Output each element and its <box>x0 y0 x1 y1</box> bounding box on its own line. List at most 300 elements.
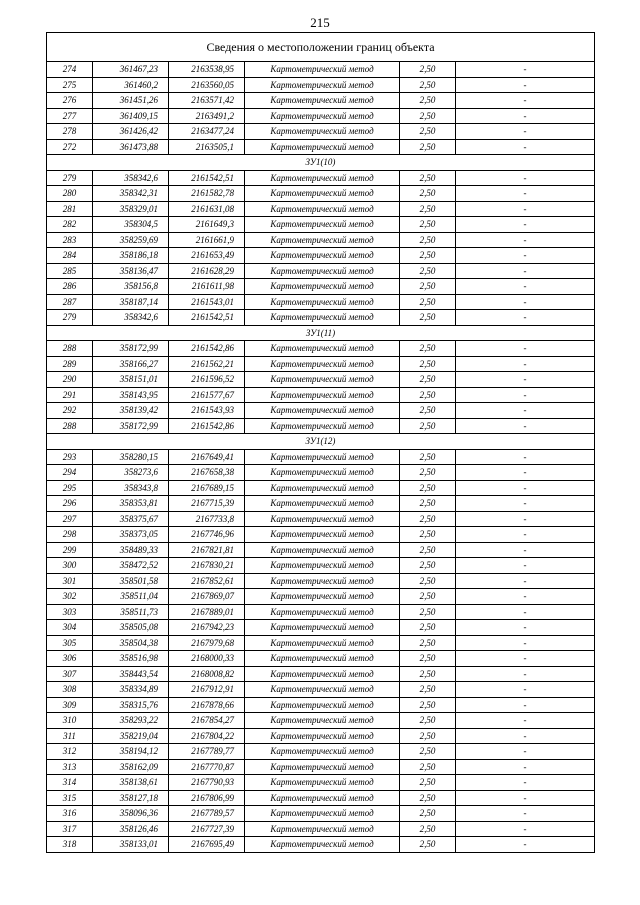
table-row <box>47 713 595 729</box>
accuracy-value: 2,50 <box>400 542 456 558</box>
description-value: - <box>456 294 595 310</box>
point-number: 276 <box>47 93 93 109</box>
coordinate-y: 2167942,23 <box>169 620 245 636</box>
description-value: - <box>456 217 595 233</box>
accuracy-value: 2,50 <box>400 589 456 605</box>
coordinate-x: 358138,61 <box>93 775 169 791</box>
coordinate-y: 2161542,86 <box>169 341 245 357</box>
coordinate-x: 361426,42 <box>93 124 169 140</box>
point-number: 297 <box>47 511 93 527</box>
description-value: - <box>456 465 595 481</box>
determination-method: Картометрический метод <box>245 263 400 279</box>
coordinate-y: 2167806,99 <box>169 790 245 806</box>
determination-method: Картометрический метод <box>245 356 400 372</box>
table-row <box>47 186 595 202</box>
coordinate-y: 2167869,07 <box>169 589 245 605</box>
description-value: - <box>456 186 595 202</box>
table-row <box>47 759 595 775</box>
point-number: 291 <box>47 387 93 403</box>
table-row <box>47 651 595 667</box>
coordinate-y: 2167649,41 <box>169 449 245 465</box>
description-value: - <box>456 790 595 806</box>
coordinate-x: 358443,54 <box>93 666 169 682</box>
determination-method: Картометрический метод <box>245 310 400 326</box>
table-row <box>47 635 595 651</box>
determination-method: Картометрический метод <box>245 294 400 310</box>
accuracy-value: 2,50 <box>400 77 456 93</box>
coordinate-y: 2168000,33 <box>169 651 245 667</box>
accuracy-value: 2,50 <box>400 449 456 465</box>
point-number: 316 <box>47 806 93 822</box>
group-label: ЗУ1(11) <box>47 325 595 341</box>
coordinate-y: 2161631,08 <box>169 201 245 217</box>
accuracy-value: 2,50 <box>400 558 456 574</box>
point-number: 309 <box>47 697 93 713</box>
table-row <box>47 542 595 558</box>
accuracy-value: 2,50 <box>400 232 456 248</box>
coordinate-x: 358343,8 <box>93 480 169 496</box>
point-number: 310 <box>47 713 93 729</box>
description-value: - <box>456 139 595 155</box>
point-number: 274 <box>47 62 93 78</box>
accuracy-value: 2,50 <box>400 527 456 543</box>
accuracy-value: 2,50 <box>400 418 456 434</box>
table-row <box>47 821 595 837</box>
determination-method: Картометрический метод <box>245 217 400 233</box>
coordinate-x: 358489,33 <box>93 542 169 558</box>
coordinate-y: 2167804,22 <box>169 728 245 744</box>
coordinate-y: 2167854,27 <box>169 713 245 729</box>
table-row <box>47 744 595 760</box>
determination-method: Картометрический метод <box>245 728 400 744</box>
coordinate-x: 358511,04 <box>93 589 169 605</box>
point-number: 318 <box>47 837 93 853</box>
table-row <box>47 697 595 713</box>
group-label: ЗУ1(10) <box>47 155 595 171</box>
coordinate-x: 358133,01 <box>93 837 169 853</box>
table-row <box>47 465 595 481</box>
coordinate-x: 358293,22 <box>93 713 169 729</box>
determination-method: Картометрический метод <box>245 775 400 791</box>
point-number: 295 <box>47 480 93 496</box>
point-number: 301 <box>47 573 93 589</box>
coordinate-y: 2167889,01 <box>169 604 245 620</box>
coordinate-x: 358156,8 <box>93 279 169 295</box>
description-value: - <box>456 775 595 791</box>
accuracy-value: 2,50 <box>400 248 456 264</box>
determination-method: Картометрический метод <box>245 279 400 295</box>
accuracy-value: 2,50 <box>400 124 456 140</box>
coordinate-x: 358273,6 <box>93 465 169 481</box>
table-row <box>47 93 595 109</box>
coordinate-y: 2161577,67 <box>169 387 245 403</box>
point-number: 296 <box>47 496 93 512</box>
point-number: 282 <box>47 217 93 233</box>
coordinate-y: 2163571,42 <box>169 93 245 109</box>
determination-method: Картометрический метод <box>245 77 400 93</box>
determination-method: Картометрический метод <box>245 682 400 698</box>
coordinate-x: 358511,73 <box>93 604 169 620</box>
point-number: 281 <box>47 201 93 217</box>
coordinate-y: 2163505,1 <box>169 139 245 155</box>
accuracy-value: 2,50 <box>400 403 456 419</box>
group-header-row <box>47 434 595 450</box>
description-value: - <box>456 480 595 496</box>
accuracy-value: 2,50 <box>400 170 456 186</box>
coordinate-x: 358219,04 <box>93 728 169 744</box>
point-number: 302 <box>47 589 93 605</box>
point-number: 305 <box>47 635 93 651</box>
point-number: 278 <box>47 124 93 140</box>
description-value: - <box>456 697 595 713</box>
accuracy-value: 2,50 <box>400 139 456 155</box>
description-value: - <box>456 728 595 744</box>
accuracy-value: 2,50 <box>400 465 456 481</box>
accuracy-value: 2,50 <box>400 775 456 791</box>
coordinate-y: 2167689,15 <box>169 480 245 496</box>
description-value: - <box>456 93 595 109</box>
accuracy-value: 2,50 <box>400 186 456 202</box>
description-value: - <box>456 232 595 248</box>
coordinate-x: 358186,18 <box>93 248 169 264</box>
coordinate-y: 2167821,81 <box>169 542 245 558</box>
table-row <box>47 263 595 279</box>
determination-method: Картометрический метод <box>245 248 400 264</box>
table-row <box>47 124 595 140</box>
determination-method: Картометрический метод <box>245 124 400 140</box>
determination-method: Картометрический метод <box>245 790 400 806</box>
coordinate-y: 2161542,51 <box>169 310 245 326</box>
point-number: 280 <box>47 186 93 202</box>
coordinate-x: 358501,58 <box>93 573 169 589</box>
table-row <box>47 248 595 264</box>
table-row <box>47 837 595 853</box>
determination-method: Картометрический метод <box>245 604 400 620</box>
coordinate-y: 2167878,66 <box>169 697 245 713</box>
group-header-row <box>47 325 595 341</box>
table-row <box>47 294 595 310</box>
description-value: - <box>456 310 595 326</box>
point-number: 307 <box>47 666 93 682</box>
table-row <box>47 775 595 791</box>
table-row <box>47 604 595 620</box>
point-number: 279 <box>47 170 93 186</box>
table-row <box>47 418 595 434</box>
description-value: - <box>456 356 595 372</box>
determination-method: Картометрический метод <box>245 449 400 465</box>
table-row <box>47 77 595 93</box>
table-row <box>47 682 595 698</box>
coordinate-x: 358516,98 <box>93 651 169 667</box>
table-row <box>47 728 595 744</box>
description-value: - <box>456 496 595 512</box>
determination-method: Картометрический метод <box>245 496 400 512</box>
point-number: 283 <box>47 232 93 248</box>
point-number: 294 <box>47 465 93 481</box>
coordinate-x: 358136,47 <box>93 263 169 279</box>
description-value: - <box>456 759 595 775</box>
point-number: 315 <box>47 790 93 806</box>
coordinate-y: 2163560,05 <box>169 77 245 93</box>
table-caption-row <box>47 33 595 62</box>
point-number: 303 <box>47 604 93 620</box>
coordinate-x: 358162,09 <box>93 759 169 775</box>
point-number: 287 <box>47 294 93 310</box>
coordinate-x: 358172,99 <box>93 341 169 357</box>
point-number: 306 <box>47 651 93 667</box>
accuracy-value: 2,50 <box>400 93 456 109</box>
accuracy-value: 2,50 <box>400 728 456 744</box>
boundary-coordinates-table <box>46 32 595 853</box>
table-row <box>47 341 595 357</box>
description-value: - <box>456 837 595 853</box>
description-value: - <box>456 372 595 388</box>
coordinate-y: 2167789,77 <box>169 744 245 760</box>
coordinate-y: 2161596,52 <box>169 372 245 388</box>
page-number: 215 <box>310 15 330 30</box>
accuracy-value: 2,50 <box>400 372 456 388</box>
determination-method: Картометрический метод <box>245 232 400 248</box>
point-number: 304 <box>47 620 93 636</box>
point-number: 314 <box>47 775 93 791</box>
coordinate-y: 2163538,95 <box>169 62 245 78</box>
table-row <box>47 139 595 155</box>
coordinate-x: 358375,67 <box>93 511 169 527</box>
coordinate-y: 2167912,91 <box>169 682 245 698</box>
point-number: 279 <box>47 310 93 326</box>
point-number: 277 <box>47 108 93 124</box>
determination-method: Картометрический метод <box>245 139 400 155</box>
coordinate-x: 358172,99 <box>93 418 169 434</box>
accuracy-value: 2,50 <box>400 682 456 698</box>
description-value: - <box>456 279 595 295</box>
table-row <box>47 232 595 248</box>
determination-method: Картометрический метод <box>245 201 400 217</box>
description-value: - <box>456 604 595 620</box>
accuracy-value: 2,50 <box>400 697 456 713</box>
table-body <box>47 33 595 853</box>
coordinate-y: 2163477,24 <box>169 124 245 140</box>
accuracy-value: 2,50 <box>400 294 456 310</box>
coordinate-x: 358342,6 <box>93 170 169 186</box>
coordinate-y: 2161542,51 <box>169 170 245 186</box>
determination-method: Картометрический метод <box>245 341 400 357</box>
coordinate-x: 358353,81 <box>93 496 169 512</box>
coordinate-x: 358342,6 <box>93 310 169 326</box>
coordinate-x: 358505,08 <box>93 620 169 636</box>
accuracy-value: 2,50 <box>400 620 456 636</box>
coordinate-x: 358334,89 <box>93 682 169 698</box>
point-number: 293 <box>47 449 93 465</box>
point-number: 308 <box>47 682 93 698</box>
description-value: - <box>456 620 595 636</box>
table-row <box>47 201 595 217</box>
coordinate-y: 2161543,01 <box>169 294 245 310</box>
accuracy-value: 2,50 <box>400 604 456 620</box>
description-value: - <box>456 263 595 279</box>
description-value: - <box>456 403 595 419</box>
accuracy-value: 2,50 <box>400 356 456 372</box>
description-value: - <box>456 201 595 217</box>
table-row <box>47 806 595 822</box>
coordinate-x: 358126,46 <box>93 821 169 837</box>
coordinate-x: 358329,01 <box>93 201 169 217</box>
accuracy-value: 2,50 <box>400 821 456 837</box>
point-number: 317 <box>47 821 93 837</box>
accuracy-value: 2,50 <box>400 666 456 682</box>
table-row <box>47 387 595 403</box>
table-row <box>47 558 595 574</box>
coordinate-y: 2167727,39 <box>169 821 245 837</box>
accuracy-value: 2,50 <box>400 573 456 589</box>
table-row <box>47 573 595 589</box>
coordinate-x: 358127,18 <box>93 790 169 806</box>
table-row <box>47 170 595 186</box>
point-number: 292 <box>47 403 93 419</box>
determination-method: Картометрический метод <box>245 372 400 388</box>
coordinate-y: 2161628,29 <box>169 263 245 279</box>
coordinate-x: 358342,31 <box>93 186 169 202</box>
accuracy-value: 2,50 <box>400 263 456 279</box>
table-row <box>47 480 595 496</box>
point-number: 288 <box>47 341 93 357</box>
table-row <box>47 666 595 682</box>
accuracy-value: 2,50 <box>400 713 456 729</box>
description-value: - <box>456 573 595 589</box>
group-header-row <box>47 155 595 171</box>
table-row <box>47 511 595 527</box>
determination-method: Картометрический метод <box>245 666 400 682</box>
determination-method: Картометрический метод <box>245 573 400 589</box>
coordinate-y: 2167789,57 <box>169 806 245 822</box>
determination-method: Картометрический метод <box>245 186 400 202</box>
coordinate-y: 2167733,8 <box>169 511 245 527</box>
accuracy-value: 2,50 <box>400 759 456 775</box>
description-value: - <box>456 713 595 729</box>
accuracy-value: 2,50 <box>400 806 456 822</box>
determination-method: Картометрический метод <box>245 465 400 481</box>
description-value: - <box>456 806 595 822</box>
determination-method: Картометрический метод <box>245 511 400 527</box>
table-row <box>47 356 595 372</box>
description-value: - <box>456 62 595 78</box>
coordinate-x: 358373,05 <box>93 527 169 543</box>
determination-method: Картометрический метод <box>245 821 400 837</box>
determination-method: Картометрический метод <box>245 403 400 419</box>
coordinate-y: 2161661,9 <box>169 232 245 248</box>
determination-method: Картометрический метод <box>245 387 400 403</box>
description-value: - <box>456 666 595 682</box>
coordinate-x: 358472,52 <box>93 558 169 574</box>
description-value: - <box>456 542 595 558</box>
determination-method: Картометрический метод <box>245 713 400 729</box>
coordinate-y: 2161562,21 <box>169 356 245 372</box>
determination-method: Картометрический метод <box>245 806 400 822</box>
accuracy-value: 2,50 <box>400 496 456 512</box>
coordinate-y: 2167852,61 <box>169 573 245 589</box>
determination-method: Картометрический метод <box>245 635 400 651</box>
point-number: 300 <box>47 558 93 574</box>
determination-method: Картометрический метод <box>245 759 400 775</box>
table-row <box>47 310 595 326</box>
coordinate-y: 2167830,21 <box>169 558 245 574</box>
description-value: - <box>456 635 595 651</box>
description-value: - <box>456 511 595 527</box>
coordinate-y: 2168008,82 <box>169 666 245 682</box>
determination-method: Картометрический метод <box>245 480 400 496</box>
coordinate-y: 2161611,98 <box>169 279 245 295</box>
description-value: - <box>456 558 595 574</box>
description-value: - <box>456 248 595 264</box>
description-value: - <box>456 418 595 434</box>
description-value: - <box>456 651 595 667</box>
coordinate-x: 358143,95 <box>93 387 169 403</box>
group-label: ЗУ1(12) <box>47 434 595 450</box>
accuracy-value: 2,50 <box>400 279 456 295</box>
point-number: 290 <box>47 372 93 388</box>
point-number: 285 <box>47 263 93 279</box>
determination-method: Картометрический метод <box>245 651 400 667</box>
table-row <box>47 527 595 543</box>
coordinate-x: 358194,12 <box>93 744 169 760</box>
coordinate-x: 358139,42 <box>93 403 169 419</box>
accuracy-value: 2,50 <box>400 790 456 806</box>
determination-method: Картометрический метод <box>245 620 400 636</box>
table-row <box>47 372 595 388</box>
determination-method: Картометрический метод <box>245 697 400 713</box>
description-value: - <box>456 527 595 543</box>
table-row <box>47 620 595 636</box>
accuracy-value: 2,50 <box>400 341 456 357</box>
description-value: - <box>456 170 595 186</box>
coordinate-x: 361451,26 <box>93 93 169 109</box>
determination-method: Картометрический метод <box>245 93 400 109</box>
accuracy-value: 2,50 <box>400 201 456 217</box>
determination-method: Картометрический метод <box>245 418 400 434</box>
table-row <box>47 217 595 233</box>
coordinate-x: 361467,23 <box>93 62 169 78</box>
coordinate-y: 2167770,87 <box>169 759 245 775</box>
description-value: - <box>456 744 595 760</box>
description-value: - <box>456 682 595 698</box>
coordinate-y: 2161542,86 <box>169 418 245 434</box>
point-number: 289 <box>47 356 93 372</box>
coordinate-y: 2161582,78 <box>169 186 245 202</box>
coordinate-x: 358166,27 <box>93 356 169 372</box>
coordinate-x: 358259,69 <box>93 232 169 248</box>
accuracy-value: 2,50 <box>400 62 456 78</box>
point-number: 311 <box>47 728 93 744</box>
determination-method: Картометрический метод <box>245 558 400 574</box>
coordinate-y: 2167746,96 <box>169 527 245 543</box>
determination-method: Картометрический метод <box>245 170 400 186</box>
description-value: - <box>456 108 595 124</box>
accuracy-value: 2,50 <box>400 310 456 326</box>
point-number: 312 <box>47 744 93 760</box>
table-row <box>47 449 595 465</box>
accuracy-value: 2,50 <box>400 387 456 403</box>
table-row <box>47 403 595 419</box>
coordinate-y: 2167695,49 <box>169 837 245 853</box>
point-number: 275 <box>47 77 93 93</box>
coordinate-x: 358187,14 <box>93 294 169 310</box>
accuracy-value: 2,50 <box>400 651 456 667</box>
coordinate-x: 361473,88 <box>93 139 169 155</box>
table-row <box>47 279 595 295</box>
description-value: - <box>456 387 595 403</box>
table-row <box>47 790 595 806</box>
description-value: - <box>456 77 595 93</box>
